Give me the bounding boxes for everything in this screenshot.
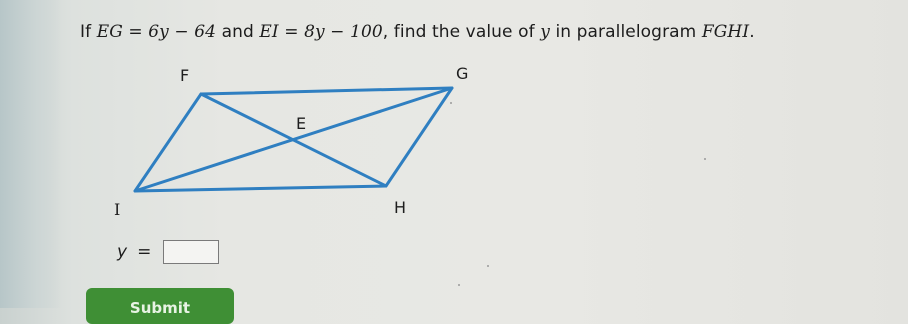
- figure-name: FGHI: [701, 22, 750, 42]
- submit-button[interactable]: Submit: [86, 288, 234, 324]
- speck: [704, 158, 706, 160]
- segment-eg-label: EG: [96, 22, 123, 42]
- answer-row: [117, 240, 219, 264]
- question-middle-2: in parallelogram: [549, 22, 702, 42]
- question-period: .: [749, 22, 755, 42]
- vertex-label-i: I: [114, 200, 121, 219]
- diagonal-ig: [135, 88, 452, 191]
- answer-input[interactable]: [163, 240, 219, 264]
- segment-ei-label: EI: [259, 22, 279, 42]
- vertex-label-g: G: [456, 64, 469, 83]
- vertex-label-h: H: [394, 198, 407, 217]
- answer-variable: y: [117, 242, 128, 262]
- segment-ei-expression: 8y − 100: [304, 22, 383, 42]
- parallelogram-diagram: [100, 58, 480, 228]
- parallelogram-svg: [100, 58, 480, 228]
- speck: [450, 102, 452, 104]
- left-edge-panel: [0, 0, 62, 308]
- vertex-label-e: E: [296, 114, 307, 133]
- speck: [458, 284, 460, 286]
- equals-sign-1: =: [122, 22, 149, 42]
- target-variable: y: [540, 22, 550, 42]
- speck: [487, 265, 489, 267]
- equals-sign-2: =: [278, 22, 305, 42]
- segment-eg-expression: 6y − 64: [148, 22, 217, 42]
- vertex-label-f: F: [180, 66, 190, 85]
- question-text: [80, 22, 755, 42]
- question-middle: , find the value of: [382, 22, 541, 42]
- question-prefix: If: [80, 22, 97, 42]
- question-and: and: [216, 22, 260, 42]
- answer-equals: =: [137, 242, 152, 262]
